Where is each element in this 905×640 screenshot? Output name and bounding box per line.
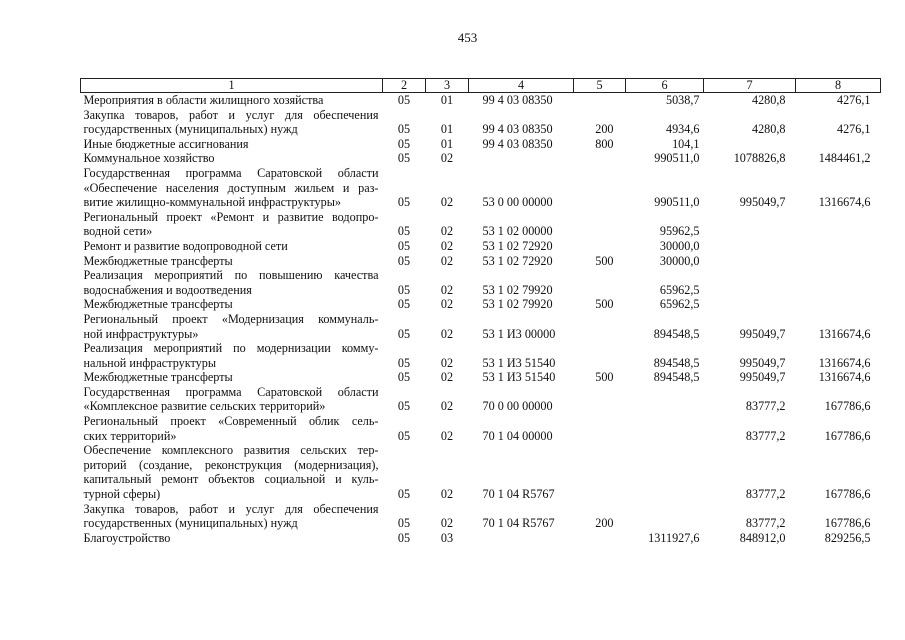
description-line: государственных (муниципальных) нужд bbox=[83, 122, 298, 137]
target-item-code: 70 1 04 00000 bbox=[482, 428, 553, 443]
section-code: 05 bbox=[397, 93, 411, 107]
expense-type-code bbox=[574, 166, 626, 210]
description-line: водной сети» bbox=[83, 224, 153, 239]
subsection-code: 01 bbox=[440, 93, 454, 107]
table-row bbox=[81, 151, 881, 166]
item-description bbox=[81, 297, 383, 312]
target-item-code: 53 1 02 00000 bbox=[482, 224, 553, 239]
amount-year-3 bbox=[796, 254, 881, 269]
description-line: Закупка товаров, работ и услуг для обеспечения bbox=[83, 107, 379, 122]
description-line: Региональный проект «Современный облик сель- bbox=[83, 414, 379, 429]
amount-year-3 bbox=[796, 297, 881, 312]
amount-year-2 bbox=[704, 210, 796, 239]
amount-year-1 bbox=[626, 385, 704, 414]
item-description bbox=[81, 531, 383, 546]
amount-year-3: 829256,5 bbox=[824, 530, 871, 545]
target-item-code: 53 1 02 79920 bbox=[482, 297, 553, 312]
item-description bbox=[81, 108, 383, 137]
amount-year-3: 1316674,6 bbox=[818, 355, 871, 370]
amount-year-1: 894548,5 bbox=[653, 370, 700, 385]
amount-year-2: 995049,7 bbox=[739, 370, 786, 385]
amount-year-2 bbox=[704, 268, 796, 297]
amount-year-2: 995049,7 bbox=[739, 326, 786, 341]
target-item-code: 53 0 00 00000 bbox=[482, 195, 553, 210]
target-item-code bbox=[469, 531, 574, 546]
subsection-code: 02 bbox=[440, 282, 454, 297]
description-line: Реализация мероприятий по модернизации комму- bbox=[83, 341, 379, 356]
subsection-code: 02 bbox=[440, 355, 454, 370]
description-line: Ремонт и развитие водопроводной сети bbox=[83, 238, 288, 253]
subsection-code: 01 bbox=[440, 122, 454, 137]
subsection-code: 02 bbox=[440, 238, 454, 253]
target-item-code: 53 1 02 72920 bbox=[482, 253, 553, 268]
table-row bbox=[81, 297, 881, 312]
item-description bbox=[81, 502, 383, 531]
expense-type-code: 500 bbox=[595, 297, 614, 312]
amount-year-2: 4280,8 bbox=[751, 93, 786, 107]
section-code: 05 bbox=[397, 122, 411, 137]
section-code: 05 bbox=[397, 238, 411, 253]
description-line: капитальный ремонт объектов социальной и куль- bbox=[83, 472, 379, 487]
amount-year-2 bbox=[704, 137, 796, 152]
section-code: 05 bbox=[397, 224, 411, 239]
target-item-code bbox=[469, 151, 574, 166]
description-line: Благоустройство bbox=[83, 530, 171, 545]
amount-year-3: 1484461,2 bbox=[818, 151, 871, 166]
column-header-6: 6 bbox=[626, 79, 704, 93]
page-number: 453 bbox=[457, 30, 478, 45]
table-row bbox=[81, 502, 881, 531]
description-line: «Обеспечение населения доступным жильем и раз- bbox=[83, 180, 379, 195]
section-code: 05 bbox=[397, 136, 411, 151]
amount-year-1 bbox=[626, 414, 704, 443]
budget-table bbox=[80, 78, 881, 545]
expense-type-code bbox=[574, 93, 626, 108]
description-line: Обеспечение комплексного развития сельских тер- bbox=[83, 443, 379, 458]
expense-type-code bbox=[574, 151, 626, 166]
expense-type-code: 500 bbox=[595, 370, 614, 385]
subsection-code: 02 bbox=[440, 487, 454, 502]
amount-year-3: 167786,6 bbox=[824, 399, 871, 414]
target-item-code: 70 1 04 R5767 bbox=[482, 516, 555, 531]
column-header-7: 7 bbox=[704, 79, 796, 93]
column-header-2: 2 bbox=[383, 79, 426, 93]
section-code: 05 bbox=[397, 326, 411, 341]
amount-year-3: 1316674,6 bbox=[818, 326, 871, 341]
table-row bbox=[81, 108, 881, 137]
description-line: ной инфраструктуры» bbox=[83, 326, 199, 341]
amount-year-3 bbox=[796, 210, 881, 239]
amount-year-1 bbox=[626, 502, 704, 531]
description-line: Межбюджетные трансферты bbox=[83, 253, 233, 268]
table-row bbox=[81, 268, 881, 297]
expense-type-code: 200 bbox=[595, 516, 614, 531]
section-code: 05 bbox=[397, 399, 411, 414]
column-header-5: 5 bbox=[574, 79, 626, 93]
amount-year-1: 5038,7 bbox=[665, 93, 700, 107]
target-item-code: 99 4 03 08350 bbox=[482, 136, 553, 151]
section-code: 05 bbox=[397, 487, 411, 502]
item-description bbox=[81, 268, 383, 297]
description-line: витие жилищно-коммунальной инфраструктуры» bbox=[83, 195, 341, 210]
description-line: Государственная программа Саратовской области bbox=[83, 384, 379, 399]
amount-year-3: 167786,6 bbox=[824, 516, 871, 531]
amount-year-3 bbox=[796, 268, 881, 297]
table-row bbox=[81, 385, 881, 414]
amount-year-1: 990511,0 bbox=[654, 195, 700, 210]
subsection-code: 02 bbox=[440, 516, 454, 531]
amount-year-3 bbox=[796, 239, 881, 254]
target-item-code: 53 1 И3 51540 bbox=[482, 370, 556, 385]
subsection-code: 02 bbox=[440, 253, 454, 268]
item-description bbox=[81, 151, 383, 166]
amount-year-2 bbox=[704, 239, 796, 254]
section-code: 05 bbox=[397, 370, 411, 385]
item-description bbox=[81, 341, 383, 370]
amount-year-3: 167786,6 bbox=[824, 428, 871, 443]
item-description bbox=[81, 443, 383, 501]
section-code: 05 bbox=[397, 151, 411, 166]
section-code: 05 bbox=[397, 428, 411, 443]
subsection-code: 01 bbox=[440, 136, 454, 151]
amount-year-1: 894548,5 bbox=[653, 326, 700, 341]
section-code: 05 bbox=[397, 282, 411, 297]
amount-year-2: 83777,2 bbox=[745, 399, 786, 414]
expense-type-code: 500 bbox=[595, 253, 614, 268]
section-code: 05 bbox=[397, 297, 411, 312]
column-header-8: 8 bbox=[796, 79, 881, 93]
target-item-code: 99 4 03 08350 bbox=[482, 93, 553, 107]
amount-year-2: 83777,2 bbox=[745, 487, 786, 502]
table-row bbox=[81, 239, 881, 254]
expense-type-code bbox=[574, 210, 626, 239]
description-line: Межбюджетные трансферты bbox=[83, 297, 233, 312]
description-line: Государственная программа Саратовской области bbox=[83, 165, 379, 180]
amount-year-3: 1316674,6 bbox=[818, 195, 871, 210]
description-line: турной сферы) bbox=[83, 487, 161, 502]
amount-year-1: 30000,0 bbox=[659, 238, 700, 253]
target-item-code: 53 1 И3 51540 bbox=[482, 355, 556, 370]
table-row bbox=[81, 443, 881, 501]
amount-year-1: 894548,5 bbox=[653, 355, 700, 370]
subsection-code: 02 bbox=[440, 195, 454, 210]
target-item-code: 53 1 02 79920 bbox=[482, 282, 553, 297]
item-description bbox=[81, 137, 383, 152]
amount-year-2: 848912,0 bbox=[739, 530, 786, 545]
amount-year-2: 4280,8 bbox=[751, 122, 786, 137]
expense-type-code bbox=[574, 341, 626, 370]
table-row bbox=[81, 254, 881, 269]
amount-year-3: 4276,1 bbox=[836, 93, 871, 107]
expense-type-code bbox=[574, 239, 626, 254]
description-line: Межбюджетные трансферты bbox=[83, 370, 233, 385]
amount-year-3: 167786,6 bbox=[824, 487, 871, 502]
expense-type-code: 200 bbox=[595, 122, 614, 137]
expense-type-code: 800 bbox=[595, 136, 614, 151]
target-item-code: 70 1 04 R5767 bbox=[482, 487, 555, 502]
description-line: нальной инфраструктуры bbox=[83, 355, 217, 370]
description-line: «Комплексное развитие сельских территорий» bbox=[83, 399, 326, 414]
amount-year-1: 4934,6 bbox=[665, 122, 700, 137]
column-header-1: 1 bbox=[81, 79, 383, 93]
description-line: ских территорий» bbox=[83, 428, 177, 443]
amount-year-2: 1078826,8 bbox=[733, 151, 786, 166]
amount-year-2: 83777,2 bbox=[745, 516, 786, 531]
description-line: Реализация мероприятий по повышению качества bbox=[83, 268, 379, 283]
description-line: государственных (муниципальных) нужд bbox=[83, 516, 298, 531]
description-line: Коммунальное хозяйство bbox=[83, 151, 215, 166]
subsection-code: 02 bbox=[440, 224, 454, 239]
amount-year-2 bbox=[704, 297, 796, 312]
section-code: 05 bbox=[397, 195, 411, 210]
table-row bbox=[81, 210, 881, 239]
amount-year-2: 995049,7 bbox=[739, 195, 786, 210]
table-row bbox=[81, 414, 881, 443]
table-row bbox=[81, 370, 881, 385]
description-line: риторий (создание, реконструкция (модернизация), bbox=[83, 457, 379, 472]
item-description bbox=[81, 414, 383, 443]
expense-type-code bbox=[574, 312, 626, 341]
column-header-3: 3 bbox=[426, 79, 469, 93]
description-line: Закупка товаров, работ и услуг для обеспечения bbox=[83, 501, 379, 516]
table-row bbox=[81, 93, 881, 108]
expense-type-code bbox=[574, 385, 626, 414]
item-description bbox=[81, 312, 383, 341]
expense-type-code bbox=[574, 443, 626, 501]
amount-year-3 bbox=[796, 137, 881, 152]
amount-year-1: 65962,5 bbox=[659, 282, 700, 297]
target-item-code: 70 0 00 00000 bbox=[482, 399, 553, 414]
subsection-code: 02 bbox=[440, 326, 454, 341]
subsection-code: 02 bbox=[440, 399, 454, 414]
description-line: Региональный проект «Ремонт и развитие водопро- bbox=[83, 209, 379, 224]
expense-type-code bbox=[574, 268, 626, 297]
amount-year-1 bbox=[626, 443, 704, 501]
amount-year-1: 30000,0 bbox=[659, 253, 700, 268]
target-item-code: 99 4 03 08350 bbox=[482, 122, 553, 137]
item-description bbox=[81, 254, 383, 269]
item-description bbox=[81, 370, 383, 385]
table-row bbox=[81, 531, 881, 546]
amount-year-3: 4276,1 bbox=[836, 122, 871, 137]
column-header-4: 4 bbox=[469, 79, 574, 93]
description-line: Иные бюджетные ассигнования bbox=[83, 136, 249, 151]
expense-type-code bbox=[574, 531, 626, 546]
amount-year-2 bbox=[704, 254, 796, 269]
subsection-code: 02 bbox=[440, 428, 454, 443]
subsection-code: 02 bbox=[440, 151, 454, 166]
description-line: Региональный проект «Модернизация коммуналь- bbox=[83, 311, 379, 326]
subsection-code: 02 bbox=[440, 297, 454, 312]
description-line: Мероприятия в области жилищного хозяйства bbox=[83, 93, 324, 107]
subsection-code: 03 bbox=[440, 530, 454, 545]
item-description bbox=[81, 385, 383, 414]
section-code: 05 bbox=[397, 253, 411, 268]
target-item-code: 53 1 02 72920 bbox=[482, 238, 553, 253]
amount-year-1: 990511,0 bbox=[654, 151, 700, 166]
item-description bbox=[81, 210, 383, 239]
table-row bbox=[81, 341, 881, 370]
target-item-code: 53 1 И3 00000 bbox=[482, 326, 556, 341]
item-description bbox=[81, 239, 383, 254]
section-code: 05 bbox=[397, 530, 411, 545]
item-description bbox=[81, 166, 383, 210]
description-line: водоснабжения и водоотведения bbox=[83, 282, 252, 297]
amount-year-1: 95962,5 bbox=[659, 224, 700, 239]
section-code: 05 bbox=[397, 355, 411, 370]
amount-year-1: 65962,5 bbox=[659, 297, 700, 312]
expense-type-code bbox=[574, 414, 626, 443]
amount-year-1: 1311927,6 bbox=[648, 530, 700, 545]
amount-year-2: 83777,2 bbox=[745, 428, 786, 443]
section-code: 05 bbox=[397, 516, 411, 531]
amount-year-1: 104,1 bbox=[672, 136, 700, 151]
header-row bbox=[81, 79, 881, 93]
table-row bbox=[81, 137, 881, 152]
table-row bbox=[81, 166, 881, 210]
amount-year-3: 1316674,6 bbox=[818, 370, 871, 385]
table-row bbox=[81, 312, 881, 341]
item-description bbox=[81, 93, 383, 108]
subsection-code: 02 bbox=[440, 370, 454, 385]
amount-year-2: 995049,7 bbox=[739, 355, 786, 370]
